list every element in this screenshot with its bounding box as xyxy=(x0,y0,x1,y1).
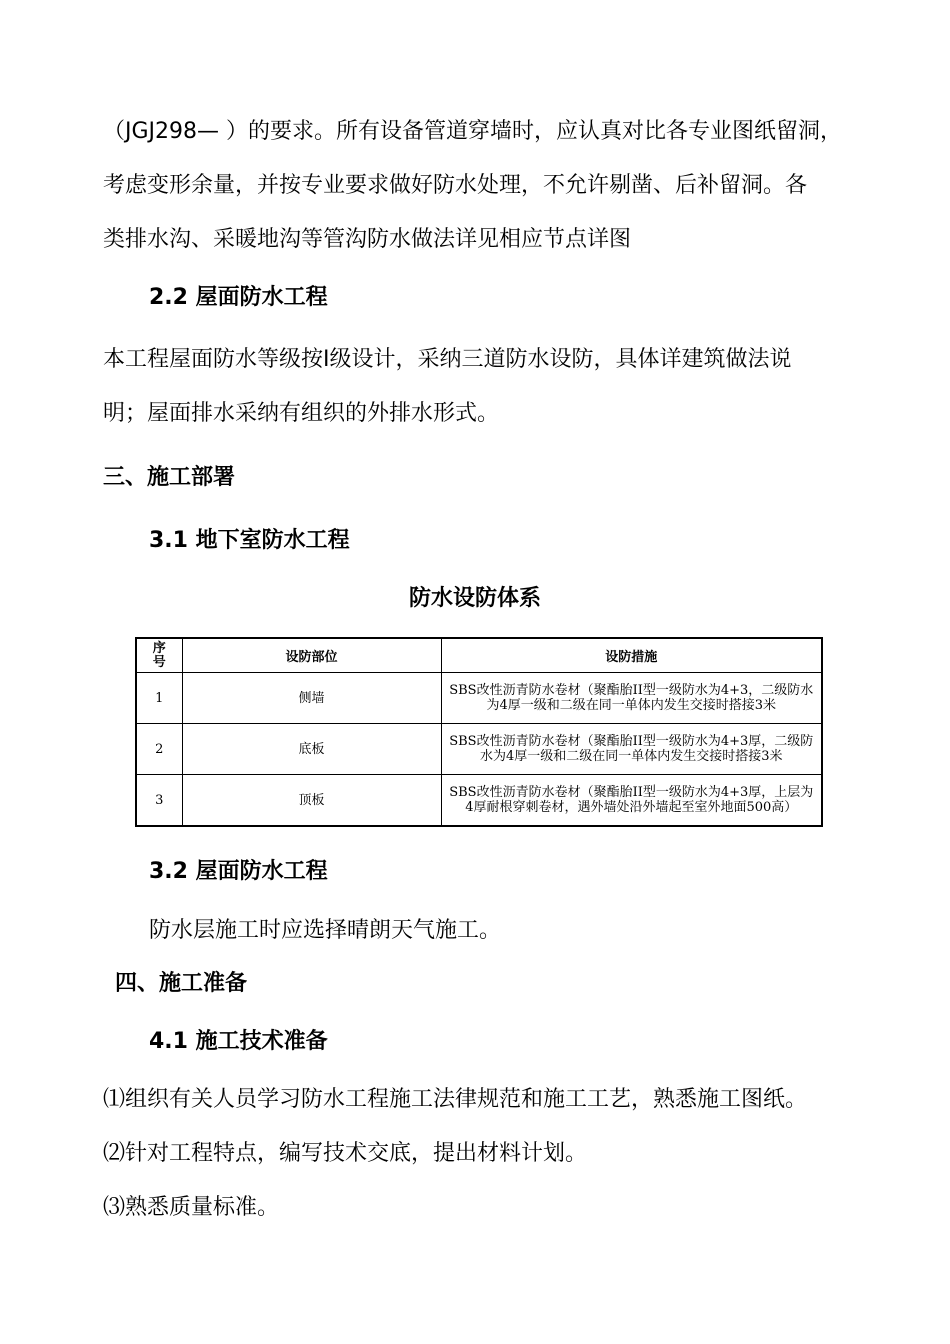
section-heading-3: 三、施工部署 xyxy=(103,465,236,490)
header-measure: 设防措施 xyxy=(441,638,822,673)
table-header-row xyxy=(136,638,822,673)
table-title: 防水设防体系 xyxy=(408,586,541,611)
section-heading-3-1: 3.1 地下室防水工程 xyxy=(149,528,350,553)
intro-line-2: 考虑变形余量，并按专业要求做好防水处理，不允许剔凿、后补留洞。各 xyxy=(103,173,808,198)
prep-item-1: ⑴组织有关人员学习防水工程施工法律规范和施工工艺，熟悉施工图纸。 xyxy=(103,1087,808,1112)
prep-item-3: ⑶熟悉质量标准。 xyxy=(103,1195,280,1220)
row-measure: SBS改性沥青防水卷材（聚酯胎II型一级防水为4+3厚，二级防水为4厚一级和二级在同一单体内发生交接时搭接3米 xyxy=(441,724,822,775)
row-part: 顶板 xyxy=(182,775,441,827)
intro-line-1: （JGJ298— ）的要求。所有设备管道穿墙时，应认真对比各专业图纸留洞， xyxy=(103,119,843,144)
row-seq: 3 xyxy=(136,775,182,827)
roof-paragraph-line-1: 本工程屋面防水等级按Ⅰ级设计，采纳三道防水设防，具体详建筑做法说 xyxy=(103,347,792,372)
intro-line-3: 类排水沟、采暖地沟等管沟防水做法详见相应节点详图 xyxy=(103,227,632,252)
header-seq xyxy=(136,638,182,673)
row-seq: 1 xyxy=(136,673,182,724)
prep-item-2: ⑵针对工程特点，编写技术交底，提出材料计划。 xyxy=(103,1141,588,1166)
row-part: 底板 xyxy=(182,724,441,775)
header-part: 设防部位 xyxy=(182,638,441,673)
section-heading-3-2: 3.2 屋面防水工程 xyxy=(149,859,328,884)
waterproof-measures-table xyxy=(135,637,823,827)
header-seq-label: 序号 xyxy=(152,640,166,670)
table-row xyxy=(136,775,822,827)
table-row xyxy=(136,724,822,775)
section-heading-4-1: 4.1 施工技术准备 xyxy=(149,1029,328,1054)
row-measure: SBS改性沥青防水卷材（聚酯胎II型一级防水为4+3厚，上层为4厚耐根穿刺卷材，遇外墙处沿外墙起至室外地面500高） xyxy=(441,775,822,827)
weather-note: 防水层施工时应选择晴朗天气施工。 xyxy=(149,918,502,943)
section-heading-4: 四、施工准备 xyxy=(115,971,248,996)
section-heading-2-2: 2.2 屋面防水工程 xyxy=(149,285,328,310)
row-measure: SBS改性沥青防水卷材（聚酯胎II型一级防水为4+3，二级防水为4厚一级和二级在同一单体内发生交接时搭接3米 xyxy=(441,673,822,724)
roof-paragraph-line-2: 明；屋面排水采纳有组织的外排水形式。 xyxy=(103,401,500,426)
table-row xyxy=(136,673,822,724)
row-part: 侧墙 xyxy=(182,673,441,724)
row-seq: 2 xyxy=(136,724,182,775)
